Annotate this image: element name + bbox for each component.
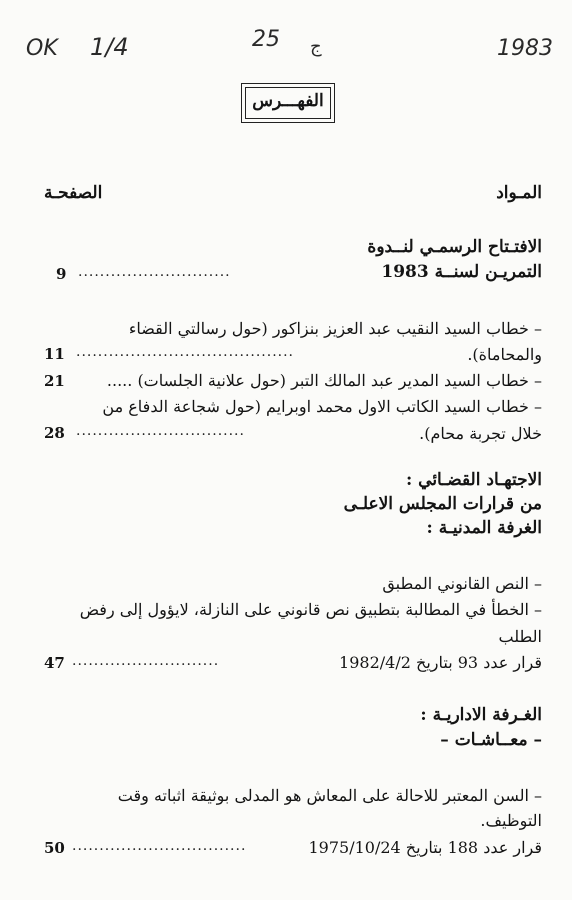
opening-line2: التمريـن لسنــة 1983	[381, 262, 542, 282]
speech-1-page: 11	[44, 345, 65, 363]
civil-item-1: – النص القانوني المطبق	[382, 574, 542, 593]
supreme-council-heading: من قرارات المجلس الاعلـى	[343, 494, 542, 514]
admin-chamber-heading: الغـرفة الاداريـة :	[420, 705, 542, 725]
handwritten-fraction: 1/4	[90, 33, 129, 61]
opening-page: 9	[56, 265, 67, 283]
handwritten-year: 1983	[497, 36, 553, 61]
admin-item-1-line1: – السن المعتبر للاحالة على المعاش هو المدلى بوثيقة اثباته وقت	[117, 786, 542, 805]
page-title: الفهـــرس	[252, 91, 324, 111]
speech-1-line2: والمحاماة).	[467, 345, 542, 364]
header-page: الصفحـة	[44, 183, 103, 203]
pensions-heading: – معــاشـات –	[440, 730, 542, 750]
opening-dots: ............................	[78, 264, 231, 280]
speech-2-line1: – خطاب السيد المدير عبد المالك التبر (حول علانية الجلسات) .....	[106, 371, 542, 390]
handwritten-number: 25	[252, 27, 280, 52]
admin-decision-page: 50	[44, 839, 65, 857]
speech-1-line1: – خطاب السيد النقيب عبد العزيز بنزاكور (حول رسالتي القضاء	[128, 319, 542, 338]
civil-item-2-line2: الطلب	[498, 627, 542, 646]
handwritten-mark: ج	[310, 36, 322, 57]
speech-1-dots: ........................................	[76, 344, 295, 360]
civil-decision-dots: ...........................	[72, 653, 220, 669]
speech-2-page: 21	[44, 372, 65, 390]
civil-item-2-line1: – الخطأ في المطالبة بتطبيق نص قانوني على النازلة، لايؤول إلى رفض	[79, 600, 542, 619]
admin-decision-dots: ................................	[72, 838, 247, 854]
speech-3-dots: ...............................	[76, 423, 245, 439]
speech-3-line2: خلال تجربة محام).	[419, 424, 542, 443]
speech-3-line1: – خطاب السيد الكاتب الاول محمد اوبرايم (حول شجاعة الدفاع من	[102, 397, 542, 416]
admin-item-1-line2: التوظيف.	[480, 811, 542, 830]
jurisprudence-heading: الاجتهـاد القضـائي :	[405, 470, 542, 490]
title-box	[241, 83, 335, 123]
civil-chamber-heading: الغرفة المدنيـة :	[426, 518, 542, 538]
admin-decision: قرار عدد 188 بتاريخ 1975/10/24	[308, 838, 542, 857]
civil-decision-page: 47	[44, 654, 65, 672]
handwritten-ok: OK	[26, 36, 58, 61]
civil-decision: قرار عدد 93 بتاريخ 1982/4/2	[339, 653, 542, 672]
opening-line1: الافتـتاح الرسمـي لنــدوة	[367, 237, 542, 257]
speech-3-page: 28	[44, 424, 65, 442]
header-materials: المـواد	[496, 183, 542, 203]
